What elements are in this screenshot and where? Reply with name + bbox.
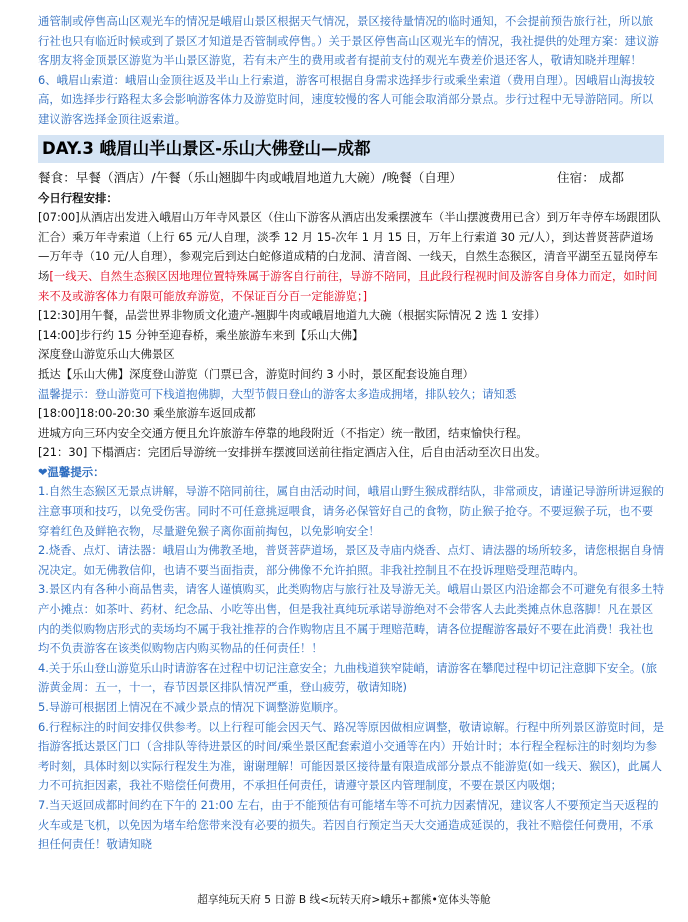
schedule-item-1800: [18:00]18:00-20:30 乘坐旅游车返回成都 [38, 406, 256, 421]
schedule-item-0700-text: [07:00]从酒店出发进入峨眉山万年寺风景区（住山下游客从酒店出发乘摆渡车（半山摆渡费用已含）到万年寺停车场跟团队汇合）乘万年寺索道（上行 65 元/人自理，淡季 12 月 15-次年 1 月 15 日，万年上行索道 30 元/人），到达普贤菩萨道场—万年寺（10 元/人自理），参观完后到达白蛇修道成精的白龙洞、清音阁、一线天，自然生态猴区，清音平湖至五显岗停车场 [38, 210, 661, 283]
schedule-title: 今日行程安排： [38, 190, 118, 205]
day-title: DAY.3 峨眉山半山景区-乐山大佛登山—成都 [38, 135, 664, 163]
tip-item-1: 1.自然生态猴区无景点讲解，导游不陪同前往，属自由活动时间，峨眉山野生猴成群结队，非常顽皮，请谨记导游所讲逗猴的注意事项和技巧，以免受伤害。同时不可任意挑逗喂食，请务必保管好自己的食物，防止猴子抢夺。不要逗猴子玩，也不要穿着红色及鲜艳衣物，尽量避免猴子离你面前掏包，以免影响安全！ [38, 484, 664, 538]
stay-info: 住宿： 成都 [557, 169, 624, 185]
schedule-item-0700 [38, 208, 664, 306]
schedule-warning: [一线天、自然生态猴区因地理位置特殊属于游客自行前往，导游不陪同，且此段行程视时间及游客自身体力而定，如时间来不及或游客体力有限可能放弃游览，不保证百分百一定能游览；] [38, 268, 658, 303]
tip-item-2: 2.烧香、点灯、请法器：峨眉山为佛教圣地，普贤菩萨道场，景区及寺庙内烧香、点灯、请法器的场所较多，请您根据自身情况决定。如无佛教信仰，也请不要当面指责，部分佛像不允许拍照。非我社控制且不在投诉理赔受理范畴内。 [38, 543, 664, 577]
schedule-item-2130: [21：30] 下榻酒店：完团后导游统一安排拼车摆渡回送前往指定酒店入住，后自由活动至次日出发。 [38, 445, 547, 460]
schedule-item-disband: 进城方向三环内安全交通方便且允许旅游车停靠的地段附近（不指定）统一散团，结束愉快行程。 [38, 425, 528, 440]
schedule-item-1400: [14:00]步行约 15 分钟至迎春桥，乘坐旅游车来到【乐山大佛】 [38, 327, 364, 342]
tip-item-7: 7.当天返回成都时间约在下午的 21:00 左右，由于不能预估有可能堵车等不可抗力因素情况，建议客人不要预定当天返程的火车或是飞机，以免因为堵车给您带来没有必要的损失。若因自行预定当天大交通造成延误的，我社不赔偿任何费用，不承担任何责任！敬请知晓 [38, 797, 659, 852]
tip-item-4: 4.关于乐山登山游览乐山时请游客在过程中切记注意安全；九曲栈道狭窄陡峭，请游客在攀爬过程中切记注意脚下安全。(旅游黄金周：五一，十一，春节因景区排队情况严重，登山疲劳，敬请知晓) [38, 660, 658, 695]
tips-title: ❤温馨提示： [38, 464, 105, 479]
schedule-item-leshan-arrive: 抵达【乐山大佛】深度登山游览（门票已含，游览时间约 3 小时，景区配套设施自理） [38, 366, 474, 381]
page-footer: 超享纯玩天府 5 日游 B 线<玩转天府>峨乐+都熊•宽体头等舱 [197, 894, 491, 906]
schedule-tip: 温馨提示：登山游览可下栈道抱佛脚，大型节假日登山的游客太多造成拥堵，排队较久；请知悉 [38, 386, 517, 401]
meal-stay-row [38, 167, 664, 188]
schedule-item-1230: [12:30]用午餐，品尝世界非物质文化遗产-翘脚牛肉或峨眉地道九大碗（根据实际情况 2 选 1 安排） [38, 308, 546, 323]
tip-item-5: 5.导游可根据团上情况在不减少景点的情况下调整游览顺序。 [38, 700, 346, 714]
tip-item-3: 3.景区内有各种小商品售卖，请客人谨慎购买，此类购物店与旅行社及导游无关。峨眉山景区内沿途都会不可避免有很多土特产小摊点：如茶叶、药材、纪念品、小吃等出售，但是我社真纯玩承诺导游绝对不会带客人去此类摊点休息落脚！凡在景区内的类似购物店形式的卖场均不属于我社推荐的合作购物店且不属于理赔范畴，请各位提醒游客最好不要在此消费！我社也均不负责游客在该类似购物店内购买物品的任何责任！！ [38, 582, 664, 656]
intro-paragraph-2: 6、峨眉山索道：峨眉山金顶往返及半山上行索道，游客可根据自身需求选择步行或乘坐索道（费用自理）。因峨眉山海拔较高，如选择步行路程太多会影响游客体力及游览时间，速度较慢的客人可能会取消部分景点。步行过程中无导游陪同。所以建议游客选择金顶往返索道。 [38, 72, 655, 126]
schedule-item-leshan-tour: 深度登山游览乐山大佛景区 [38, 347, 175, 362]
meals-info: 餐食：早餐（酒店）/午餐（乐山翘脚牛肉或峨眉地道九大碗）/晚餐（自理） [38, 169, 463, 185]
intro-paragraph-1: 通管制或停售高山区观光车的情况是峨眉山景区根据天气情况，景区接待量情况的临时通知，不会提前预告旅行社，所以旅行社也只有临近时候或到了景区才知道是否管制或停售。）关于景区停售高山区观光车的情况，我社提供的处理方案：建议游客朋友将金顶景区游览为半山景区游览，若有未产生的费用或者有提前支付的观光车费差价退还客人，敬请知晓并理解！ [38, 14, 659, 68]
tip-item-6: 6.行程标注的时间安排仅供参考。以上行程可能会因天气、路况等原因做相应调整，敬请谅解。行程中所列景区游览时间，是指游客抵达景区门口（含排队等待进景区的时间/乘坐景区配套索道小交通等在内）开始计时；本行程全程标注的时刻均为参考时刻，具体时刻以实际行程发生为准，谢谢理解！可能因景区接待量有限造成部分景点不能游览(如一线天、猴区)，此属人力不可抗拒因素，我社不赔偿任何费用，不承担任何责任，请遵守景区内管理制度，不要在景区内吸烟； [38, 719, 664, 793]
